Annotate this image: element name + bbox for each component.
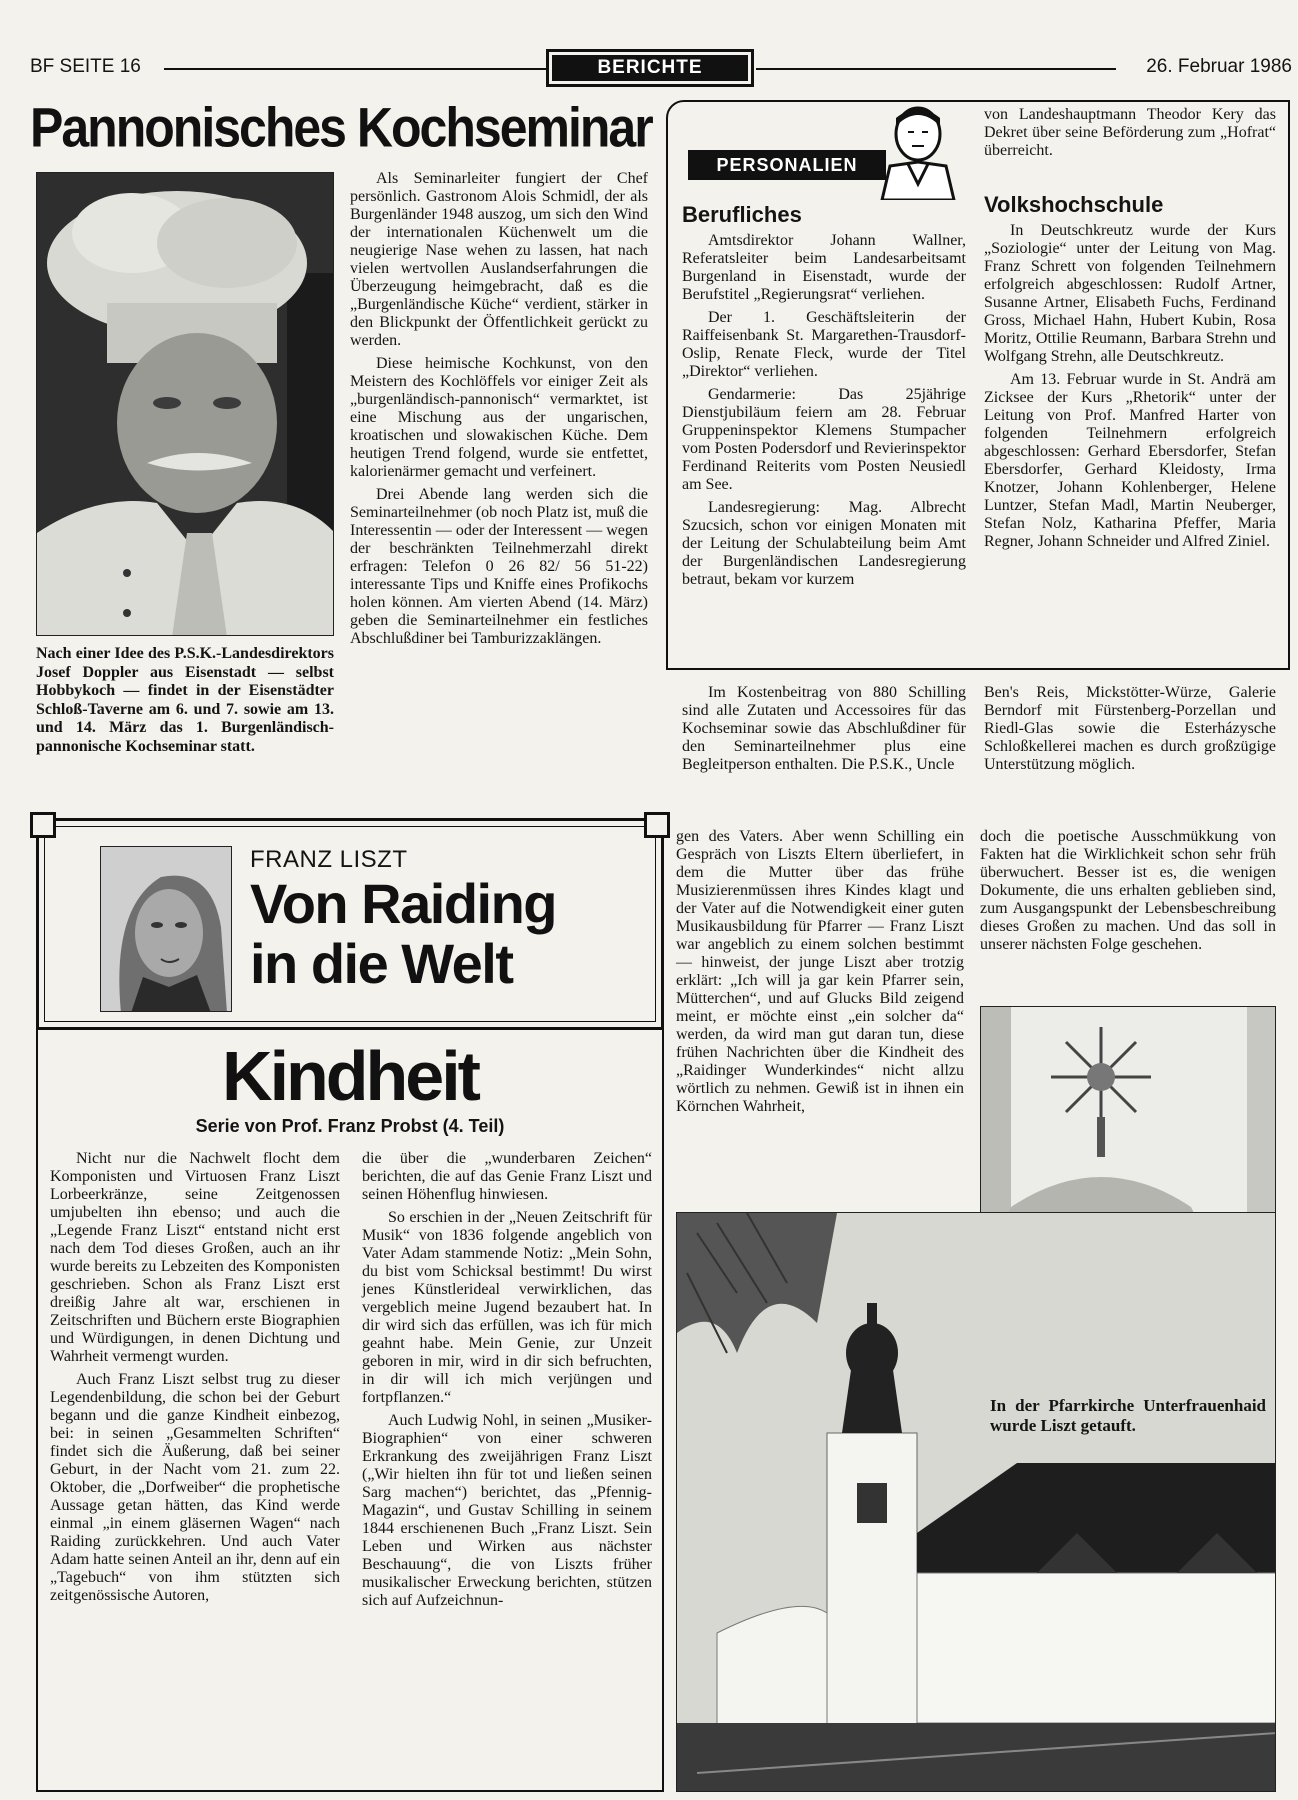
series-kicker: FRANZ LISZT (250, 846, 408, 873)
liszt-portrait (100, 846, 232, 1012)
series-title-line-1: Von Raiding (250, 872, 556, 935)
liszt-column-1 (50, 1150, 340, 1610)
series-title-line-2: in die Welt (250, 932, 513, 995)
paragraph: In Deutschkreutz wurde der Kurs „Soziologie“ unter der Leitung von Mag. Franz Schrett von folgenden Teilnehmern erfolgreich abgeschlossen: Rudolf Artner, Susanne Artner, Elisabeth Fuchs, Ferdinand Gross, Michael Hahn, Hubert Kubin, Rosa Moritz, Ottilie Reumann, Barbara Strehn und Wolfgang Strehn, alle Deutschkreutz. (984, 222, 1276, 365)
personalien-column-2b (984, 222, 1276, 556)
article-headline: Kindheit (222, 1037, 478, 1115)
church-photo (676, 1212, 1276, 1792)
paragraph: gen des Vaters. Aber wenn Schilling ein Gespräch von Liszts Eltern überliefert, in dem die Mutter über das frühe Musizierenmüssen ihres Kindes klagt und der Vater auf die Notwendigkeit einer guten Musikausbildung für Pfarrer — Franz Liszt war angeblich zu einem solchen bestimmt — hinweist, der junge Liszt aber trotzig erklärt: „Ich will ja gar kein Pfarrer sein, Mütterchen“, und auf Glucks Bild zeigend meint, er möchte einst „ein solcher da“ werden, da wird man gut daran tun, diese frühen Nachrichten über die Kindheit des „Raidinger Wunderkindes“ nicht allzu wörtlich zu nehmen. Gewiß ist in ihnen ein Körnchen Wahrheit, (676, 828, 964, 1115)
paragraph: doch die poetische Ausschmükkung von Fakten hat die Wirklichkeit schon sehr früh überwuchert. Besser ist es, die wenigen Dokumente, die uns erhalten geblieben sind, zum Ausgangspunkt der Lebensbeschreibung dieses Großen zu machen. Und das soll in unserer nächsten Folge geschehen. (980, 828, 1276, 953)
liszt-portrait-image (101, 847, 232, 1012)
article-byline: Serie von Prof. Franz Probst (4. Teil) (195, 1116, 505, 1136)
section-title-berufliches: Berufliches (682, 202, 802, 227)
chef-photo-image (37, 173, 334, 636)
chef-photo-caption: Nach einer Idee des P.S.K.-Landesdirektors Josef Doppler aus Eisenstadt — selbst Hobbykoch — findet in der Eisenstädter Schloß-Taverne am 6. und 7. sowie am 13. und 14. März das 1. Burgenländisch-pannonische Kochseminar statt. (36, 645, 334, 755)
person-icon (868, 104, 968, 200)
article-headline: Pannonisches Kochseminar (30, 96, 652, 159)
section-label: BERICHTE (552, 55, 748, 81)
paragraph: Auch Franz Liszt selbst trug zu dieser Legendenbildung, die schon bei der Geburt begann und die ganze Kindheit einbezog, bei: in seinen „Gesammelten Schriften“ findet sich die Äußerung, daß bei seiner Geburt, in der Nacht vom 21. zum 22. Oktober, die „Dorfweiber“ die prophetische Aussage getan hätten, das Kind werde einmal „in einem gläsernen Wagen“ nach Raiding zurückkehren. Und auch Vater Adam hatte seinen Anteil an ihr, denn auf ein „Tagebuch“ von ihm stützten sich zeitgenössische Autoren, (50, 1371, 340, 1604)
article-column-2 (350, 170, 648, 653)
paragraph: von Landeshauptmann Theodor Kery das Dekret über seine Beförderung zum „Hofrat“ überreicht. (984, 106, 1276, 159)
paragraph: Ben's Reis, Mickstötter-Würze, Galerie Berndorf mit Fürstenberg-Porzellan und Riedl-Glas sowie die Esterházysche Schloßkellerei machen es durch großzügige Unterstützung möglich. (984, 684, 1276, 773)
chef-photo (36, 172, 334, 636)
article-column-3 (682, 684, 966, 779)
corner-ornament (30, 812, 56, 838)
personalien-column-2 (984, 106, 1276, 165)
church-image (677, 1213, 1276, 1792)
paragraph: Auch Ludwig Nohl, in seinen „Musiker-Biographien“ von einer schweren Erkrankung des zweijährigen Franz Liszt („Wir hielten ihn für tot und ließen seinen Sarg machen“) berichtet, das „Pfennig-Magazin“, und Gustav Schilling in seinem 1844 erschienenen Buch „Franz Liszt. Sein Leben und Wirken aus nächster Beschauung“, die von Liszts früher musikalischer Erweckung berichten, stützen sich auf Aufzeichnun- (362, 1412, 652, 1609)
corner-ornament (644, 812, 670, 838)
paragraph: Als Seminarleiter fungiert der Chef persönlich. Gastronom Alois Schmidl, der als Burgenländer 1948 auszog, um sich den Wind der internationalen Küchenwelt um die neugierige Nase wehen zu lassen, hat nach vielen wertvollen Auslandserfahrungen die Überzeugung heimgebracht, daß es die „Burgenländische Küche“ verdient, stärker in den Blickpunkt der Öffentlichkeit gerückt zu werden. (350, 170, 648, 349)
personalien-column-1 (682, 232, 966, 594)
article-column-4 (984, 684, 1276, 779)
paragraph: Gendarmerie: Das 25jährige Dienstjubiläum feiern am 28. Februar Gruppeninspektor Klemens Stumpacher vom Posten Podersdorf und Revierinspektor Ferdinand Reiterits vom Posten Neusiedl am See. (682, 386, 966, 493)
paragraph: Diese heimische Kochkunst, von den Meistern des Kochlöffels vor einiger Zeit als „burgenländisch-pannonisch“ vermarktet, ist eine Mischung aus der ungarischen, kroatischen und slowakischen Küche. Dem heutigen Trend folgend, wurde sie entfettet, kalorienärmer gemacht und verfeinert. (350, 355, 648, 480)
liszt-column-3 (676, 828, 964, 1121)
paragraph: Am 13. Februar wurde in St. Andrä am Zicksee der Kurs „Rhetorik“ unter der Leitung von Prof. Manfred Harter von folgenden Teilnehmern erfolgreich abgeschlossen: Gerhard Ebersdorfer, Stefan Ebersdorfer, Gerhard Kleidosty, Irma Knotzer, Johann Kohlenberger, Helene Luntzer, Stefan Madl, Martin Neuberger, Stefan Nolz, Katharina Pfeffer, Maria Regner, Johann Schneider und Alfred Ziniel. (984, 371, 1276, 550)
paragraph: Nicht nur die Nachwelt flocht dem Komponisten und Virtuosen Franz Liszt Lorbeerkränze, seine Zeitgenossen umjubelten ihn ebenso; und auch die „Legende Franz Liszt“ entstand nicht erst nach dem Tod dieses Großen, auch an ihr wurde bereits zu Lebzeiten des Komponisten geschrieben. Schon als Franz Liszt erst dreißig Jahre alt war, erschienen in Zeitschriften und Büchern erste Biographien und Würdigungen, in denen Dichtung und Wahrheit vermengt wurden. (50, 1150, 340, 1365)
paragraph: Drei Abende lang werden sich die Seminarteilnehmer (ob noch Platz ist, muß die Interessentin — oder der Interessent — wegen der beschränkten Teilnehmerzahl direkt erfragen: Telefon 0 26 82/ 56 51-22) interessante Tips und Kniffe eines Profikochs holen können. Am vierten Abend (14. März) geben die Seminarteilnehmer ein festliches Abschlußdiner bei Tamburizzaklängen. (350, 486, 648, 647)
liszt-column-4 (980, 828, 1276, 959)
header-rule-left (164, 68, 546, 70)
personalien-badge: PERSONALIEN (688, 150, 886, 180)
paragraph: Im Kostenbeitrag von 880 Schilling sind alle Zutaten und Accessoires für das Kochseminar sowie das Abschlußdiner für den Seminarteilnehmer plus eine Begleitperson enthalten. Die P.S.K., Uncle (682, 684, 966, 773)
issue-date: 26. Februar 1986 (1146, 56, 1292, 77)
paragraph: Der 1. Geschäftsleiterin der Raiffeisenbank St. Margarethen-Trausdorf-Oslip, Renate Fleck, wurde der Titel „Direktor“ verliehen. (682, 309, 966, 380)
paragraph: Landesregierung: Mag. Albrecht Szucsich, schon vor einigen Monaten mit der Leitung der Schulabteilung beim Amt der Burgenländischen Landesregierung betraut, bekam vor kurzem (682, 499, 966, 588)
church-photo-caption: In der Pfarrkirche Unterfrauenhaid wurde Liszt getauft. (990, 1396, 1266, 1435)
section-title-volkshochschule: Volkshochschule (984, 192, 1164, 217)
paragraph: die über die „wunderbaren Zeichen“ berichten, die auf das Genie Franz Liszt und seinen Höhenflug hinwiesen. (362, 1150, 652, 1203)
paragraph: Amtsdirektor Johann Wallner, Referatsleiter beim Landesarbeitsamt Burgenland in Eisenstadt, wurde der Berufstitel „Regierungsrat“ verliehen. (682, 232, 966, 303)
liszt-column-2 (362, 1150, 652, 1615)
page-number: BF SEITE 16 (30, 56, 141, 77)
paragraph: So erschien in der „Neuen Zeitschrift für Musik“ von 1836 folgende angeblich von Vater Adam stammende Notiz: „Mein Sohn, du bist vom Schicksal bestimmt! Du wirst jenes Künstlerideal verwirklichen, das vergeblich meine Jugend bezaubert hat. In dir wird sich das erfüllen, was ich für mich geahnt habe. Mein Genie, zur Unzeit geboren in mir, wird in dir sich befruchten, in dir will ich mich verjüngen und fortpflanzen.“ (362, 1209, 652, 1406)
header-rule-right (756, 68, 1116, 70)
